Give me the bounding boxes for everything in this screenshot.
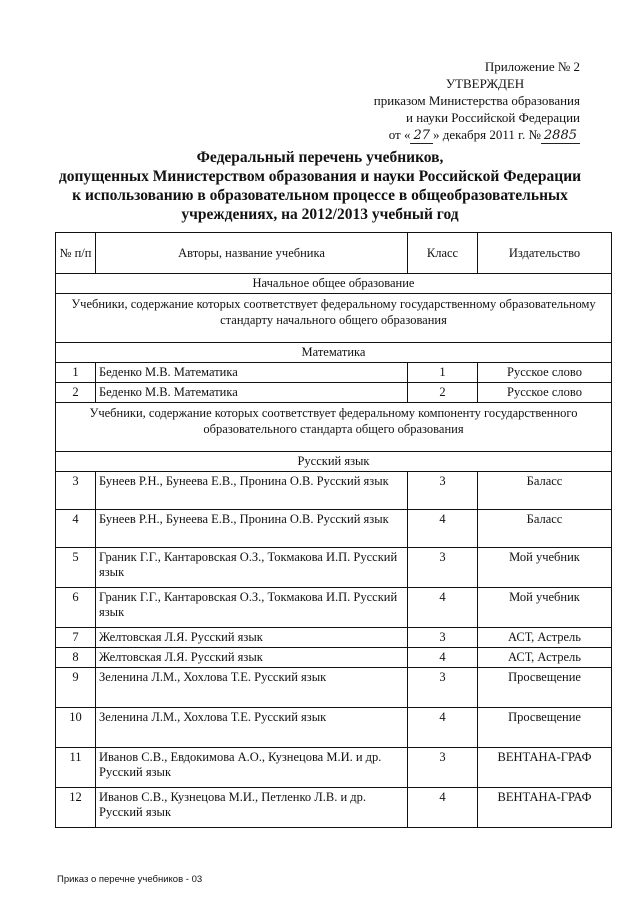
table-row	[56, 510, 612, 548]
row-grade: 4	[408, 708, 478, 748]
table-row	[56, 548, 612, 588]
row-title: Беденко М.В. Математика	[96, 363, 408, 383]
table-row	[56, 668, 612, 708]
group-row	[56, 403, 612, 452]
row-title: Иванов С.В., Евдокимова А.О., Кузнецова М.И. и др. Русский язык	[96, 748, 408, 788]
subject-math: Математика	[56, 343, 612, 363]
row-publisher: Баласс	[478, 472, 612, 510]
row-grade: 4	[408, 588, 478, 628]
row-num: 2	[56, 383, 96, 403]
row-title: Иванов С.В., Кузнецова М.И., Петленко Л.В. и др. Русский язык	[96, 788, 408, 828]
title-line: учреждениях, на 2012/2013 учебный год	[181, 206, 459, 223]
table-row	[56, 588, 612, 628]
row-publisher: АСТ, Астрель	[478, 648, 612, 668]
document-title	[40, 148, 600, 224]
section-primary: Начальное общее образование	[56, 274, 612, 294]
table-row	[56, 383, 612, 403]
header-num: № п/п	[56, 233, 96, 274]
group-fk: Учебники, содержание которых соответствует федеральному компоненту государственного образовательного стандарта общего образования	[56, 403, 612, 452]
row-publisher: Просвещение	[478, 668, 612, 708]
row-publisher: ВЕНТАНА-ГРАФ	[478, 748, 612, 788]
title-line: к использованию в образовательном процессе в общеобразовательных	[72, 187, 568, 204]
row-publisher: Просвещение	[478, 708, 612, 748]
handwritten-day: 27	[410, 128, 433, 144]
table-row	[56, 648, 612, 668]
row-grade: 3	[408, 472, 478, 510]
row-num: 3	[56, 472, 96, 510]
row-title: Бунеев Р.Н., Бунеева Е.В., Пронина О.В. Русский язык	[96, 510, 408, 548]
table-row	[56, 708, 612, 748]
row-grade: 4	[408, 788, 478, 828]
row-num: 4	[56, 510, 96, 548]
row-grade: 1	[408, 363, 478, 383]
row-title: Граник Г.Г., Кантаровская О.З., Токмакова И.П. Русский язык	[96, 588, 408, 628]
row-publisher: Русское слово	[478, 383, 612, 403]
row-title: Беденко М.В. Математика	[96, 383, 408, 403]
row-publisher: ВЕНТАНА-ГРАФ	[478, 788, 612, 828]
table-row	[56, 788, 612, 828]
order-date-line: от « 27 » декабря 2011 г. № 2885	[280, 126, 580, 144]
row-num: 10	[56, 708, 96, 748]
row-title: Зеленина Л.М., Хохлова Т.Е. Русский язык	[96, 708, 408, 748]
row-num: 11	[56, 748, 96, 788]
row-grade: 3	[408, 628, 478, 648]
row-grade: 3	[408, 548, 478, 588]
subject-row	[56, 343, 612, 363]
title-line: Федеральный перечень учебников,	[196, 149, 444, 166]
group-fgos: Учебники, содержание которых соответствует федеральному государственному образовательному стандарту начального общего образования	[56, 294, 612, 343]
order-line-2: и науки Российской Федерации	[405, 110, 580, 125]
row-num: 5	[56, 548, 96, 588]
section-row	[56, 274, 612, 294]
row-num: 9	[56, 668, 96, 708]
row-num: 12	[56, 788, 96, 828]
group-row	[56, 294, 612, 343]
title-line: допущенных Министерством образования и науки Российской Федерации	[58, 168, 582, 185]
table-row	[56, 628, 612, 648]
row-publisher: АСТ, Астрель	[478, 628, 612, 648]
header-publisher: Издательство	[478, 233, 612, 274]
row-num: 7	[56, 628, 96, 648]
footer-note: Приказ о перечне учебников - 03	[57, 874, 203, 885]
row-title: Граник Г.Г., Кантаровская О.З., Токмакова И.П. Русский язык	[96, 548, 408, 588]
order-line-1: приказом Министерства образования	[373, 93, 580, 108]
row-grade: 3	[408, 748, 478, 788]
row-grade: 4	[408, 648, 478, 668]
row-grade: 2	[408, 383, 478, 403]
subject-row	[56, 452, 612, 472]
header-grade: Класс	[408, 233, 478, 274]
approval-block	[280, 58, 580, 144]
row-title: Зеленина Л.М., Хохлова Т.Е. Русский язык	[96, 668, 408, 708]
table-header-row	[56, 233, 612, 274]
row-publisher: Русское слово	[478, 363, 612, 383]
row-grade: 4	[408, 510, 478, 548]
table-row	[56, 472, 612, 510]
approved-label: УТВЕРЖДЕН	[445, 76, 525, 91]
row-num: 1	[56, 363, 96, 383]
subject-russian: Русский язык	[56, 452, 612, 472]
row-publisher: Мой учебник	[478, 588, 612, 628]
row-publisher: Мой учебник	[478, 548, 612, 588]
row-publisher: Баласс	[478, 510, 612, 548]
appendix-label: Приложение № 2	[484, 59, 580, 74]
textbook-table	[55, 232, 612, 828]
row-num: 6	[56, 588, 96, 628]
row-num: 8	[56, 648, 96, 668]
table-row	[56, 363, 612, 383]
row-title: Желтовская Л.Я. Русский язык	[96, 648, 408, 668]
row-grade: 3	[408, 668, 478, 708]
row-title: Бунеев Р.Н., Бунеева Е.В., Пронина О.В. Русский язык	[96, 472, 408, 510]
header-title: Авторы, название учебника	[96, 233, 408, 274]
handwritten-order-number: 2885	[541, 128, 580, 144]
row-title: Желтовская Л.Я. Русский язык	[96, 628, 408, 648]
table-row	[56, 748, 612, 788]
